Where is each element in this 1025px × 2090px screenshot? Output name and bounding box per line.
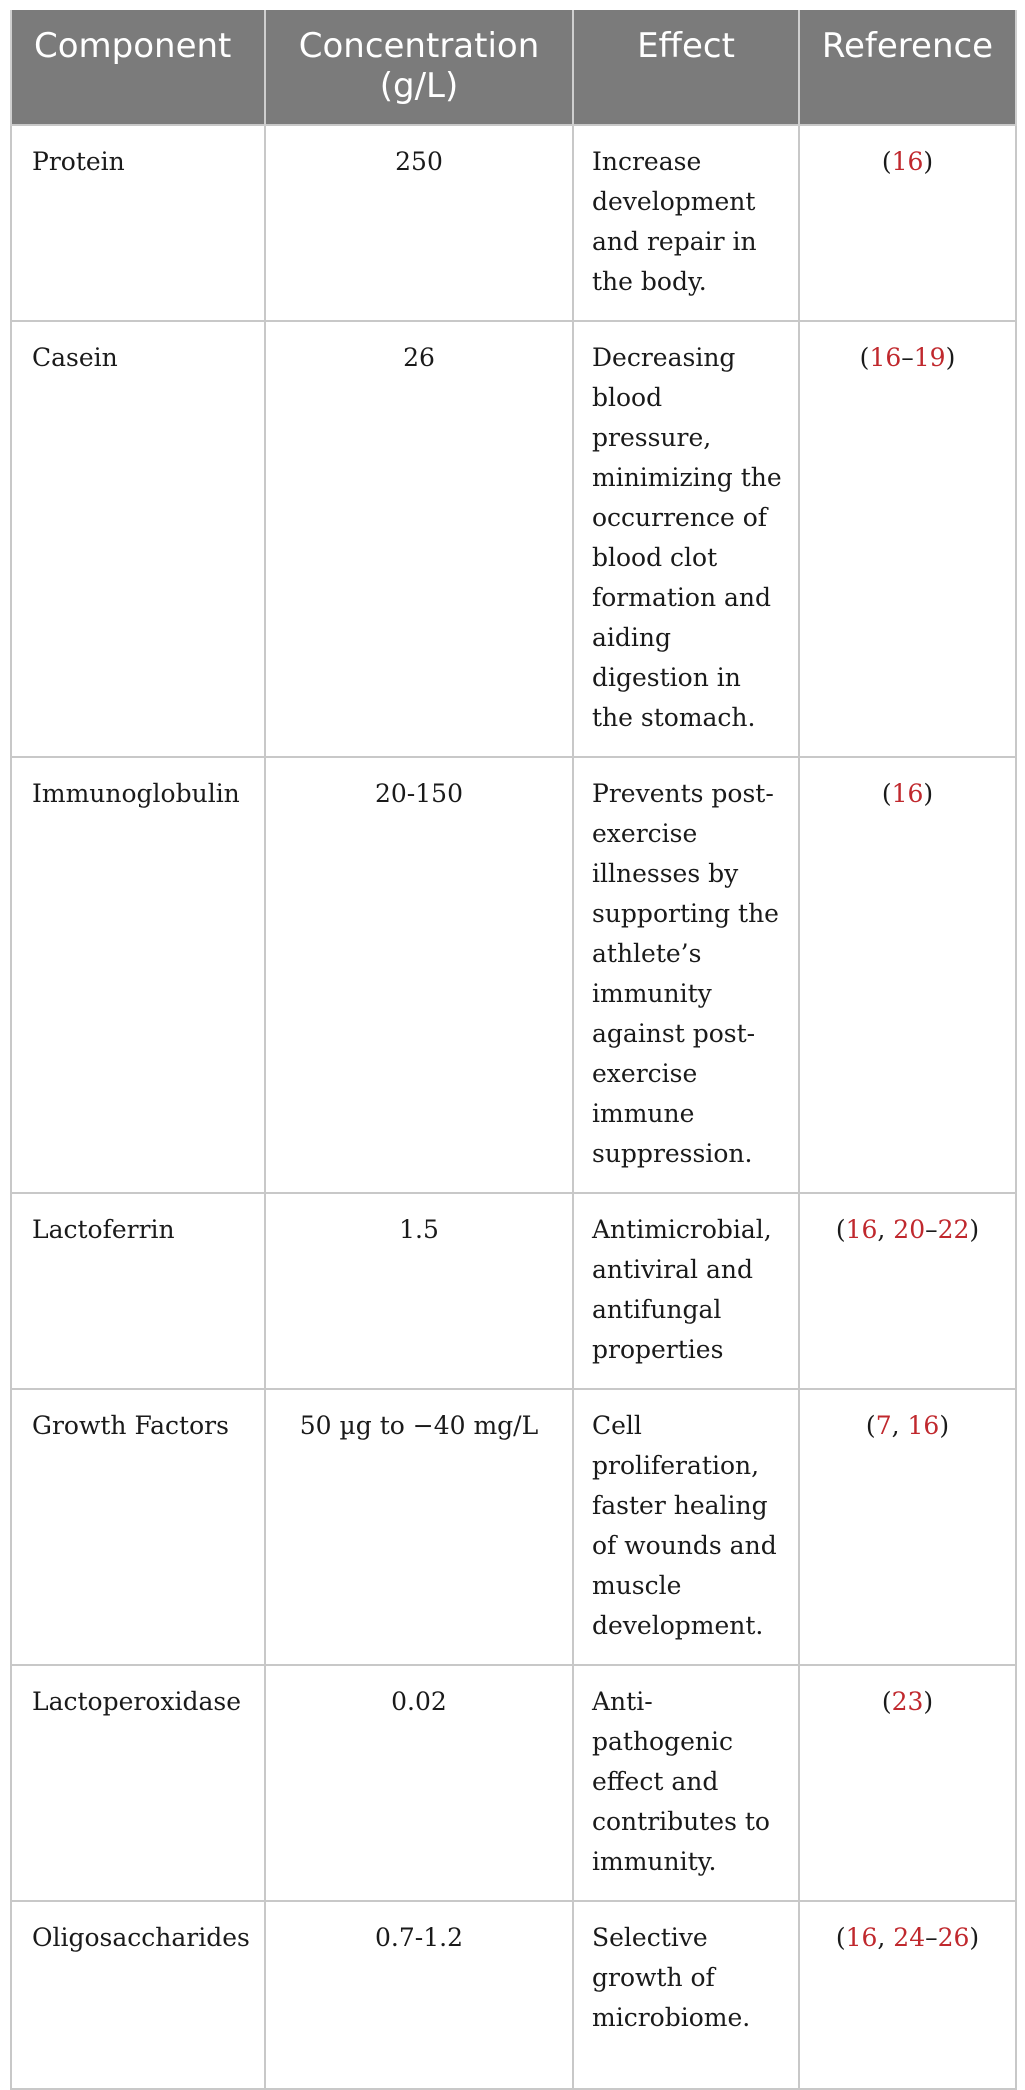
cell-concentration: 50 µg to −40 mg/L [265,1389,573,1665]
cell-reference [799,321,1016,757]
citation-link[interactable]: 7 [875,1411,892,1440]
cell-reference [799,125,1016,321]
cell-reference [799,1665,1016,1901]
header-component: Component [11,10,265,125]
table-row [11,1901,1016,2089]
citation-separator: – [925,1923,938,1952]
cell-component: Immunoglobulin [11,757,265,1193]
citation-punctuation: ) [923,147,934,176]
cell-effect: Antimicrobial, antiviral and antifungal properties [573,1193,799,1389]
cell-concentration: 250 [265,125,573,321]
citation-link[interactable]: 16 [845,1923,878,1952]
cell-concentration: 20-150 [265,757,573,1193]
table-body [11,125,1016,2089]
cell-reference [799,757,1016,1193]
citation-link[interactable]: 23 [891,1687,924,1716]
cell-component: Oligosaccharides [11,1901,265,2089]
citation-punctuation: ) [969,1215,980,1244]
citation-punctuation: , [877,1215,894,1244]
components-table [10,10,1017,2090]
citation-link[interactable]: 16 [907,1411,940,1440]
cell-concentration: 1.5 [265,1193,573,1389]
citation-link[interactable]: 22 [937,1215,970,1244]
table-row [11,321,1016,757]
header-effect: Effect [573,10,799,125]
cell-concentration: 0.7-1.2 [265,1901,573,2089]
cell-effect: Selective growth of microbiome. [573,1901,799,2089]
cell-effect: Cell proliferation, faster healing of wounds and muscle development. [573,1389,799,1665]
citation-punctuation: ( [835,1215,846,1244]
cell-component: Growth Factors [11,1389,265,1665]
header-reference: Reference [799,10,1016,125]
table-row [11,757,1016,1193]
header-concentration: Concentration (g/L) [265,10,573,125]
table-row [11,1193,1016,1389]
cell-component: Protein [11,125,265,321]
citation-punctuation: ) [923,1687,934,1716]
table-row [11,1389,1016,1665]
cell-effect: Decreasing blood pressure, minimizing the occurrence of blood clot formation and aiding digestion in the stomach. [573,321,799,757]
table-row [11,1665,1016,1901]
cell-reference [799,1901,1016,2089]
citation-separator: – [901,343,914,372]
citation-punctuation: ( [865,1411,876,1440]
citation-link[interactable]: 26 [937,1923,970,1952]
citation-punctuation: ( [881,779,892,808]
cell-component: Lactoperoxidase [11,1665,265,1901]
citation-separator: – [925,1215,938,1244]
cell-concentration: 0.02 [265,1665,573,1901]
citation-link[interactable]: 20 [893,1215,926,1244]
citation-punctuation: ( [881,1687,892,1716]
cell-effect: Prevents post-exercise illnesses by supporting the athlete’s immunity against post-exercise immune suppression. [573,757,799,1193]
cell-component: Lactoferrin [11,1193,265,1389]
citation-punctuation: ) [939,1411,950,1440]
citation-punctuation: , [891,1411,908,1440]
citation-punctuation: ( [881,147,892,176]
cell-reference [799,1389,1016,1665]
citation-link[interactable]: 16 [891,147,924,176]
cell-effect: Increase development and repair in the body. [573,125,799,321]
citation-link[interactable]: 24 [893,1923,926,1952]
table-row [11,125,1016,321]
citation-punctuation: ) [969,1923,980,1952]
citation-punctuation: , [877,1923,894,1952]
citation-link[interactable]: 19 [913,343,946,372]
citation-punctuation: ) [945,343,956,372]
cell-reference [799,1193,1016,1389]
citation-link[interactable]: 16 [869,343,902,372]
citation-link[interactable]: 16 [891,779,924,808]
citation-link[interactable]: 16 [845,1215,878,1244]
cell-effect: Anti-pathogenic effect and contributes to immunity. [573,1665,799,1901]
header-row [11,10,1016,125]
cell-concentration: 26 [265,321,573,757]
cell-component: Casein [11,321,265,757]
citation-punctuation: ( [835,1923,846,1952]
citation-punctuation: ( [859,343,870,372]
table-container [10,10,1015,2090]
citation-punctuation: ) [923,779,934,808]
